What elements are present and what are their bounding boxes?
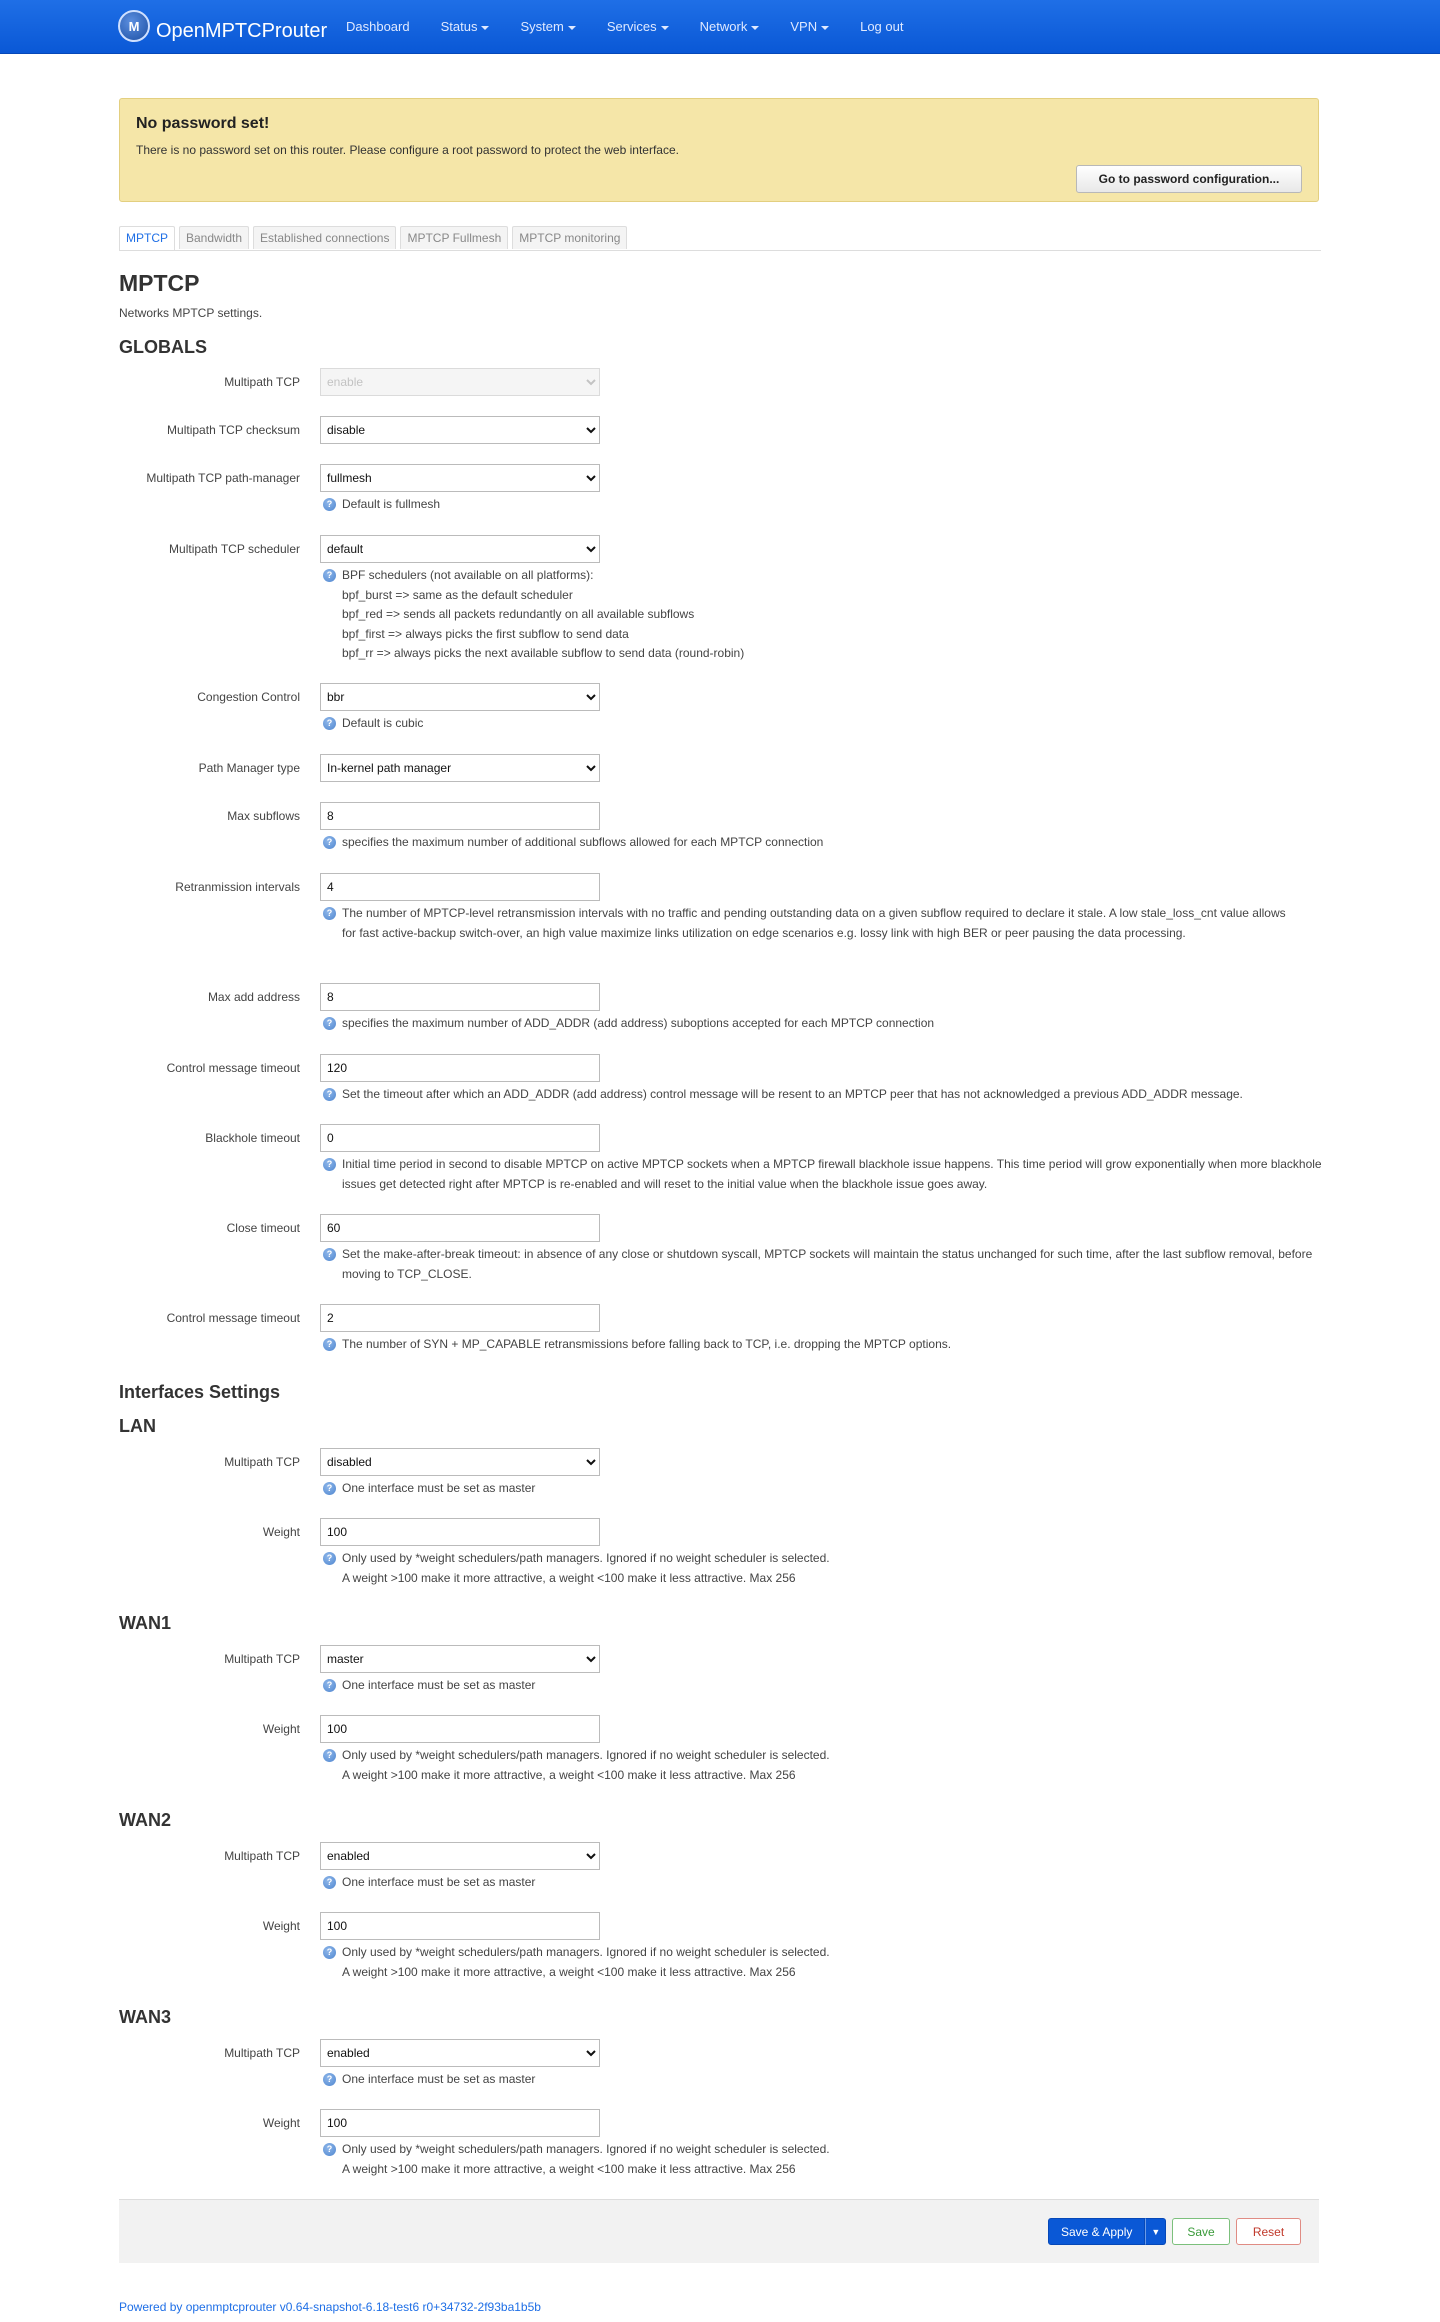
syn-retries-input[interactable] (320, 1304, 600, 1332)
pm-type-select[interactable] (320, 754, 600, 782)
help-icon: ? (323, 1946, 336, 1959)
wan1-mptcp-select[interactable] (320, 1645, 600, 1673)
wan1-mptcp-help: ? One interface must be set as master (322, 1676, 535, 1696)
wan3-mptcp-help: ? One interface must be set as master (322, 2070, 535, 2090)
wan2-weight-input[interactable] (320, 1912, 600, 1940)
ctrl-timeout-label: Control message timeout (166, 1061, 300, 1075)
nav-item-label: Dashboard (346, 19, 410, 34)
max-subflows-help: ? specifies the maximum number of additional subflows allowed for each MPTCP connection (322, 833, 823, 853)
lan-mptcp-select[interactable] (320, 1448, 600, 1476)
help-icon: ? (323, 907, 336, 920)
max-add-label: Max add address (207, 990, 300, 1004)
save-apply-button[interactable]: Save & Apply (1048, 2218, 1145, 2245)
path-manager-help: ? Default is fullmesh (322, 495, 440, 515)
save-apply-dropdown-icon[interactable]: ▼ (1145, 2218, 1166, 2245)
multipath-tcp-select[interactable] (320, 368, 600, 396)
tab-mptcp[interactable]: MPTCP (119, 226, 175, 250)
congestion-label: Congestion Control (197, 690, 300, 704)
alert-title: No password set! (136, 115, 270, 132)
caret-down-icon (568, 26, 576, 30)
lan-weight-label: Weight (262, 1525, 300, 1539)
help-icon: ? (323, 2143, 336, 2156)
caret-down-icon (821, 26, 829, 30)
help-icon: ? (323, 1338, 336, 1351)
close-timeout-input[interactable] (320, 1214, 600, 1242)
brand-name: OpenMPTCProuter (156, 19, 328, 42)
multipath-tcp-label: Multipath TCP (224, 375, 300, 389)
wan2-mptcp-select[interactable] (320, 1842, 600, 1870)
nav-item-label: Status (440, 19, 478, 34)
congestion-help: ? Default is cubic (322, 714, 423, 734)
nav-item-label: Services (606, 19, 657, 34)
scheduler-label: Multipath TCP scheduler (169, 542, 300, 556)
retrans-label: Retranmission intervals (175, 880, 300, 894)
save-button[interactable]: Save (1172, 2218, 1230, 2245)
checksum-select[interactable] (320, 416, 600, 444)
help-icon: ? (323, 569, 336, 582)
help-icon: ? (323, 498, 336, 511)
congestion-select[interactable] (320, 683, 600, 711)
pm-type-label: Path Manager type (198, 761, 300, 775)
nav-item-label: VPN (790, 19, 818, 34)
nav-item-system[interactable] (520, 19, 575, 34)
nav-item-network[interactable] (700, 19, 760, 34)
lan-weight-help: ? Only used by *weight schedulers/path managers. Ignored if no weight scheduler is selected. A weight >100 make it more attractive, a weight <100 make it less attractive. Max 256 (322, 1549, 830, 1588)
nav-item-log-out[interactable] (860, 19, 903, 34)
scheduler-help: ? BPF schedulers (not available on all platforms): bpf_burst => same as the default scheduler bpf_red => sends all packets redundantly on all available subflows bpf_first => always picks the first subflow to send data bpf_rr => always picks the next available subflow to send data (round-robin) (322, 566, 744, 664)
interfaces-title: Interfaces Settings (119, 1382, 281, 1402)
caret-down-icon (661, 26, 669, 30)
help-icon: ? (323, 1248, 336, 1261)
wan1-mptcp-label: Multipath TCP (224, 1652, 300, 1666)
main-menu (346, 0, 934, 53)
help-icon: ? (323, 1017, 336, 1030)
close-timeout-label: Close timeout (226, 1221, 300, 1235)
navbar (0, 0, 1440, 54)
nav-item-label: System (520, 19, 564, 34)
save-apply-group (1048, 2218, 1166, 2245)
scheduler-select[interactable] (320, 535, 600, 563)
max-add-help: ? specifies the maximum number of ADD_ADDR (add address) suboptions accepted for each MPTCP connection (322, 1014, 934, 1034)
lan-weight-input[interactable] (320, 1518, 600, 1546)
path-manager-label: Multipath TCP path-manager (146, 471, 300, 485)
tab-mptcp-fullmesh[interactable]: MPTCP Fullmesh (400, 226, 508, 249)
help-icon: ? (323, 2073, 336, 2086)
caret-down-icon (751, 26, 759, 30)
syn-retries-help: ? The number of SYN + MP_CAPABLE retransmissions before falling back to TCP, i.e. dropping the MPTCP options. (322, 1335, 951, 1355)
section-tabs (119, 226, 1321, 251)
wan2-mptcp-help: ? One interface must be set as master (322, 1873, 535, 1893)
help-icon: ? (323, 717, 336, 730)
syn-retries-label: Control message timeout (166, 1311, 300, 1325)
close-timeout-help: ? Set the make-after-break timeout: in absence of any close or shutdown syscall, MPTCP sockets will maintain the status unchanged for such time, after the last subflow removal, before moving to TCP_CLOSE. (322, 1245, 1322, 1284)
wan3-weight-input[interactable] (320, 2109, 600, 2137)
reset-button[interactable]: Reset (1236, 2218, 1301, 2245)
wan2-weight-help: ? Only used by *weight schedulers/path managers. Ignored if no weight scheduler is selected. A weight >100 make it more attractive, a weight <100 make it less attractive. Max 256 (322, 1943, 830, 1982)
help-icon: ? (323, 1552, 336, 1565)
help-icon: ? (323, 836, 336, 849)
retrans-input[interactable] (320, 873, 600, 901)
nav-item-label: Network (699, 19, 748, 34)
ctrl-timeout-input[interactable] (320, 1054, 600, 1082)
brand-link[interactable] (118, 6, 327, 46)
nav-item-services[interactable] (607, 19, 669, 34)
no-password-alert (119, 98, 1319, 202)
caret-down-icon (481, 26, 489, 30)
retrans-help: ? The number of MPTCP-level retransmission intervals with no traffic and pending outstanding data on a given subflow required to declare it stale. A low stale_loss_cnt value allows for fast active-backup switch-over, an high value maximize links utilization on edge scenarios e.g. lossy link with high BER or peer pausing the data processing. (322, 904, 1302, 943)
ctrl-timeout-help: ? Set the timeout after which an ADD_ADDR (add address) control message will be resent to an MPTCP peer that has not acknowledged a previous ADD_ADDR message. (322, 1085, 1243, 1105)
checksum-label: Multipath TCP checksum (167, 423, 300, 437)
interface-title-wan3: WAN3 (119, 2007, 172, 2027)
password-config-button[interactable]: Go to password configuration... (1076, 165, 1302, 193)
help-icon: ? (323, 1679, 336, 1692)
action-bar (119, 2199, 1319, 2263)
wan1-weight-input[interactable] (320, 1715, 600, 1743)
lan-mptcp-help: ? One interface must be set as master (322, 1479, 535, 1499)
page-description: Networks MPTCP settings. (119, 306, 263, 320)
wan1-weight-label: Weight (262, 1722, 300, 1736)
wan3-weight-label: Weight (262, 2116, 300, 2130)
tab-mptcp-monitoring[interactable]: MPTCP monitoring (512, 226, 627, 249)
lan-mptcp-label: Multipath TCP (224, 1455, 300, 1469)
max-subflows-input[interactable] (320, 802, 600, 830)
help-icon: ? (323, 1749, 336, 1762)
max-subflows-label: Max subflows (227, 809, 300, 823)
blackhole-help: ? Initial time period in second to disable MPTCP on active MPTCP sockets when a MPTCP firewall blackhole issue happens. This time period will grow exponentially when more blackhole issues get detected right after MPTCP is re-enabled and will reset to the initial value when the blackhole issue goes away. (322, 1155, 1322, 1194)
brand-logo-icon: M (118, 10, 150, 42)
path-manager-select[interactable] (320, 464, 600, 492)
help-icon: ? (323, 1482, 336, 1495)
wan3-mptcp-label: Multipath TCP (224, 2046, 300, 2060)
globals-title: GLOBALS (119, 337, 207, 357)
tab-established-connections[interactable]: Established connections (253, 226, 396, 249)
wan3-mptcp-select[interactable] (320, 2039, 600, 2067)
nav-item-status[interactable] (441, 19, 490, 34)
help-icon: ? (323, 1088, 336, 1101)
footer-link[interactable]: Powered by openmptcprouter v0.64-snapshot-6.18-test6 r0+34732-2f93ba1b5b (119, 2300, 541, 2314)
help-icon: ? (323, 1158, 336, 1171)
tab-bandwidth[interactable]: Bandwidth (179, 226, 249, 249)
help-icon: ? (323, 1876, 336, 1889)
alert-text: There is no password set on this router. Please configure a root password to protect the web interface. (136, 143, 679, 157)
interface-title-wan1: WAN1 (119, 1613, 172, 1633)
wan2-mptcp-label: Multipath TCP (224, 1849, 300, 1863)
max-add-input[interactable] (320, 983, 600, 1011)
blackhole-input[interactable] (320, 1124, 600, 1152)
wan2-weight-label: Weight (262, 1919, 300, 1933)
page-title: MPTCP (119, 270, 200, 296)
blackhole-label: Blackhole timeout (205, 1131, 300, 1145)
interface-title-lan: LAN (119, 1416, 156, 1436)
wan1-weight-help: ? Only used by *weight schedulers/path managers. Ignored if no weight scheduler is selected. A weight >100 make it more attractive, a weight <100 make it less attractive. Max 256 (322, 1746, 830, 1785)
nav-item-dashboard[interactable] (346, 19, 410, 34)
nav-item-label: Log out (860, 19, 904, 34)
nav-item-vpn[interactable] (790, 19, 829, 34)
interface-title-wan2: WAN2 (119, 1810, 172, 1830)
wan3-weight-help: ? Only used by *weight schedulers/path managers. Ignored if no weight scheduler is selected. A weight >100 make it more attractive, a weight <100 make it less attractive. Max 256 (322, 2140, 830, 2179)
